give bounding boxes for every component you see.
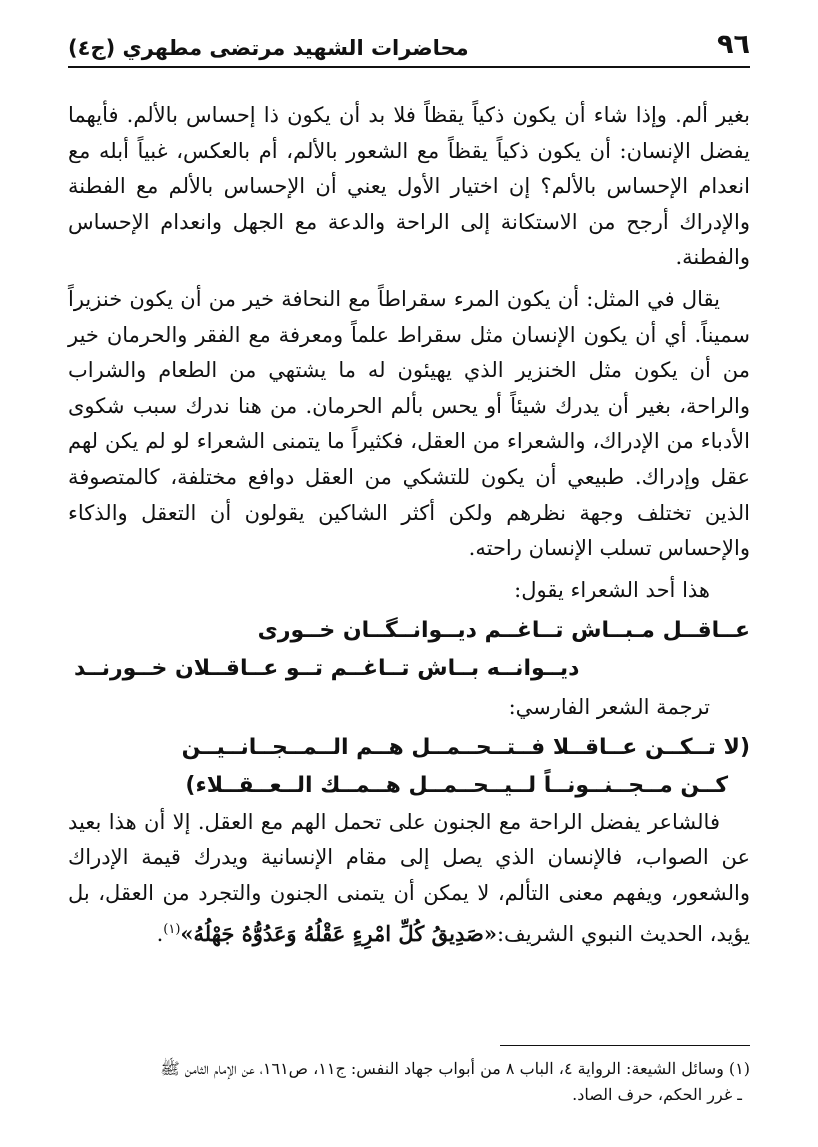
- persian-verse-line-2: ديــوانــه بــاش تــاغــم تــو عــاقــلان خــورنــد: [74, 655, 580, 681]
- footnote-line-1: (١) وسائل الشيعة: الرواية ٤، الباب ٨ من أبواب جهاد النفس: ج١١، ص١٦١، عن الإمام الثامن ﷺ: [160, 1059, 750, 1078]
- footnote-divider: [500, 1045, 750, 1046]
- closing-paragraph: [68, 805, 750, 952]
- main-text: [68, 98, 750, 958]
- footnote-reference[interactable]: (١): [163, 921, 181, 937]
- translation-intro: ترجمة الشعر الفارسي:: [508, 694, 710, 719]
- footnote-line-2: ـ غرر الحكم، حرف الصاد.: [572, 1085, 742, 1104]
- hadith-quote: «صَدِيقُ كُلِّ امْرِءٍ عَقْلُهُ وَعَدُوُّهُ جَهْلُهُ»: [180, 920, 497, 946]
- closing-end: .: [156, 921, 164, 946]
- running-title: محاضرات الشهيد مرتضى مطهري (ج٤): [68, 36, 469, 60]
- persian-verse-line-1: عــاقــل مـبــاش تــاغــم ديــوانــگــان خــورى: [257, 617, 750, 643]
- paragraph-2: يقال في المثل: أن يكون المرء سقراطاً مع النحافة خير من أن يكون خنزيراً سميناً. أي أن يكون الإنسان مثل سقراط علماً ومعرفة مع الفقر والحرمان خير من أن يكون مثل الخنزير الذي يهيئون له ما يشتهي من الطعام والشراب والراحة، بغير أن يدرك شيئاً أو يحس بألم الحرمان. من هنا ندرك سبب شكوى الأدباء من الإدراك، والشعراء من العقل، فكثيراً ما يتمنى الشعراء لو لم يكن لهم عقل وإدراك. طبيعي أن يكون للتشكي من العقل دوافع مختلفة، كالمتصوفة الذين تختلف وجهة نظرهم ولكن أكثر الشاكين يقولون أن التعقل والذكاء والإحساس تسلب الإنسان راحته.: [68, 286, 750, 561]
- footnote: [68, 1056, 750, 1108]
- translation-verse-line-1: (لا تــكــن عــاقــلا فــتــحــمــل هــم الــمــجــانــيــن: [181, 734, 750, 760]
- closing-text: فالشاعر يفضل الراحة مع الجنون على تحمل الهم مع العقل. إلا أن هذا بعيد عن الصواب، فالإنسان الذي يصل إلى مقام الإنسانية ويدرك قيمة الإدراك والشعور، ويفهم معنى التألم، لا يمكن أن يتمنى الجنون والتجرد من العقل، بل يؤيد، الحديث النبوي الشريف:: [68, 809, 750, 946]
- paragraph-1: بغير ألم. وإذا شاء أن يكون ذكياً يقظاً فلا بد أن يكون ذا إحساس بالألم. فأيهما يفضل الإنسان: أن يكون ذكياً يقظاً مع الشعور بالألم، أم بالعكس، غبياً أبله مع انعدام الإحساس بالألم؟ إن اختيار الأول يعني أن الإحساس بالألم مع الفطنة والإدراك أرجح من الاستكانة إلى الراحة والدعة مع الجهل وانعدام الإحساس والفطنة.: [68, 103, 750, 270]
- translation-verse-line-2: كــن مــجــنــونــاً لــيــحــمــل هــمــك الــعــقــلاء): [185, 772, 728, 798]
- page-header: [68, 30, 750, 68]
- poem-intro: هذا أحد الشعراء يقول:: [514, 577, 710, 602]
- page-number: ٩٦: [717, 29, 750, 60]
